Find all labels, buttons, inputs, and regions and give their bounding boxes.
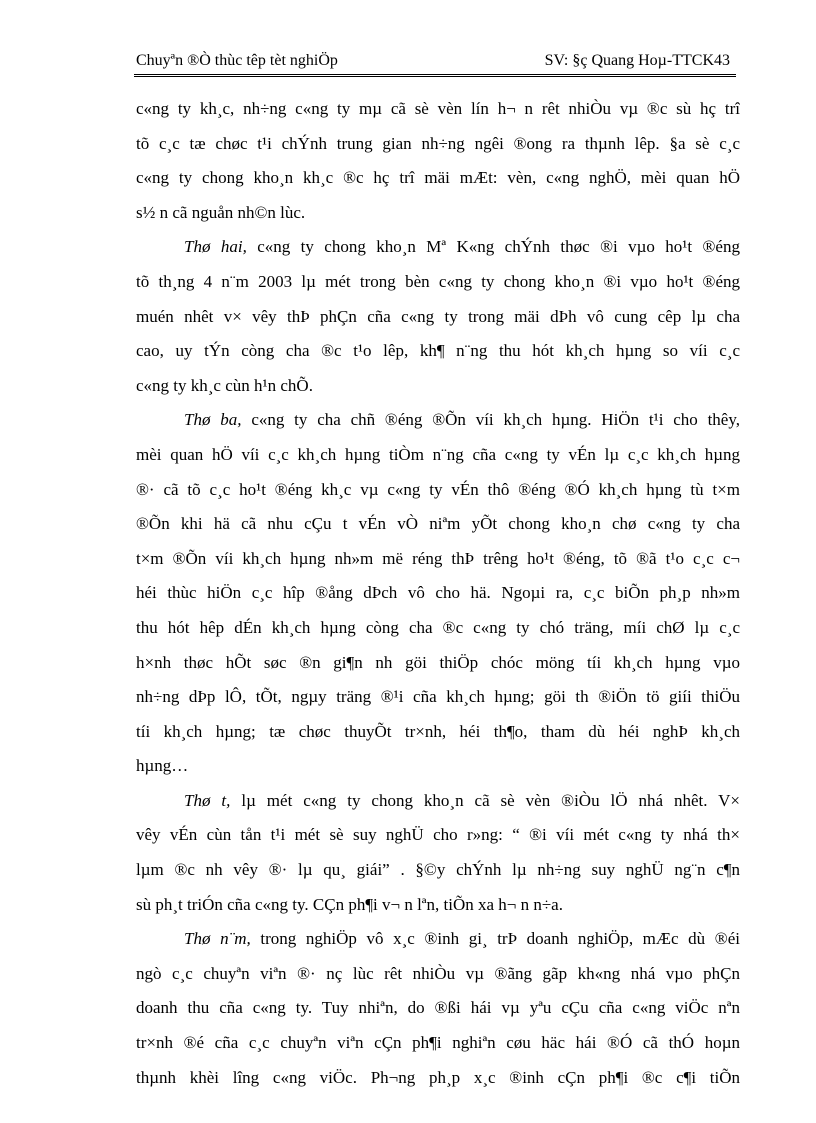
body-line: c«ng ty kh¸c cùn h¹n chÕ.: [136, 375, 313, 395]
body-line: ®· cã tõ c¸c ho¹t ®éng kh¸c vµ c«ng ty vÉn thô ®éng ®Ó kh¸ch hµng tù t×m: [136, 479, 740, 499]
body-line: s½ n cã nguån nh©n lùc.: [136, 202, 306, 222]
body-line: nh÷ng dÞp lÔ, tÕt, ngµy träng ®¹i cña kh¸ch hµng; göi th ®iÖn tö giíi thiÖu: [136, 687, 740, 707]
header-title: Chuyªn ®Ò thùc têp tèt nghiÖp: [136, 52, 338, 69]
body-text: c«ng ty chong kho¸n Mª K«ng chÝnh thøc ®i vµo ho¹t ®éng: [246, 237, 740, 257]
body-line: lµm ®c nh vêy ®· lµ qu¸ giái” . §©y chÝnh lµ nh÷ng suy nghÜ ng¨n c¶n: [136, 860, 740, 880]
body-line: tõ th¸ng 4 n¨m 2003 lµ mét trong bèn c«ng ty chong kho¸n ®i vµo ho¹t ®éng: [136, 271, 740, 291]
paragraph-first-line: [136, 922, 740, 957]
body-line: ®Õn khi hä cã nhu cÇu t vÉn vÒ niªm yÕt chong kho¸n chø c«ng ty cha: [136, 514, 740, 534]
body-line: thu hót hêp dÉn kh¸ch hµng còng cha ®c c«ng ty chó träng, míi chØ lµ c¸c: [136, 617, 740, 637]
body-line: c«ng ty chong kho¸n kh¸c ®c hç trî mäi mÆt: vèn, c«ng nghÖ, mèi quan hÖ: [136, 168, 740, 188]
body-line: cao, uy tÝn còng cha ®c t¹o lêp, kh¶ n¨ng thu hót kh¸ch hµng so víi c¸c: [136, 341, 740, 361]
paragraph-lead: Thø ba,: [184, 410, 242, 430]
paragraph-first-line: [136, 403, 740, 438]
body-line: mèi quan hÖ víi c¸c kh¸ch hµng tiÒm n¨ng cña c«ng ty vÉn lµ c¸c kh¸ch hµng: [136, 444, 740, 464]
body-line: hµng…: [136, 756, 189, 776]
body-line: tíi kh¸ch hµng; tæ chøc thuyÕt tr×nh, héi th¶o, tham dù héi nghÞ kh¸ch: [136, 721, 740, 741]
body-line: tr×nh ®é cña c¸c chuyªn viªn cÇn ph¶i nghiªn cøu häc hái ®Ó cã thÓ hoµn: [136, 1033, 740, 1053]
paragraph-first-line: [136, 784, 740, 819]
body-line: c«ng ty kh¸c, nh÷ng c«ng ty mµ cã sè vèn lín h¬ n rêt nhiÒu vµ ®c sù hç trî: [136, 99, 740, 118]
body-line: héi thùc hiÖn c¸c hîp ®ång dÞch vô cho hä. Ngoµi ra, c¸c biÕn ph¸p nh»m: [136, 583, 740, 603]
header-author: SV: §ç Quang Hoµ-TTCK43: [544, 52, 730, 69]
paragraph-first-line: [136, 230, 740, 265]
page-header: [134, 49, 734, 73]
paragraph-lead: Thø n¨m,: [184, 929, 251, 949]
body-line: vêy vÉn cùn tån t¹i mét sè suy nghÜ cho r»ng: “ ®i víi mét c«ng ty nhá th×: [136, 825, 740, 845]
body-line: thµnh khèi lîng c«ng viÖc. Ph¬ng ph¸p x¸c ®inh cÇn ph¶i ®c c¶i tiÕn: [136, 1067, 740, 1087]
document-body: [136, 92, 740, 1095]
header-rule: [134, 74, 736, 75]
body-line: h×nh thøc hÕt søc ®n gi¶n nh göi thiÖp chóc möng tíi kh¸ch hµng vµo: [136, 652, 740, 672]
body-line: tõ c¸c tæ chøc t¹i chÝnh trung gian nh÷ng ngêi ®ong ra thµnh lêp. §a sè c¸c: [136, 133, 740, 153]
body-line: t×m ®Õn víi kh¸ch hµng nh»m më réng thÞ trêng ho¹t ®éng, tõ ®ã t¹o c¸c c¬: [136, 548, 740, 568]
body-line: doanh thu cña c«ng ty. Tuy nhiªn, do ®ßi hái vµ yªu cÇu cña c«ng viÖc nªn: [136, 998, 740, 1018]
body-text: c«ng ty cha chñ ®éng ®Õn víi kh¸ch hµng. HiÖn t¹i cho thêy,: [241, 410, 740, 430]
body-text: lµ mét c«ng ty chong kho¸n cã sè vèn ®iÒu lÖ nhá nhêt. V×: [230, 790, 740, 810]
body-text: trong nghiÖp vô x¸c ®inh gi¸ trÞ doanh nghiÖp, mÆc dù ®éi: [250, 929, 740, 949]
body-line: ngò c¸c chuyªn viªn ®· nç lùc rêt nhiÒu vµ ®ãng gãp kh«ng nhá vµo phÇn: [136, 963, 740, 983]
body-line: muén nhêt v× vêy thÞ phÇn cña c«ng ty trong mäi dÞh vô cung cêp lµ cha: [136, 306, 740, 326]
paragraph-lead: Thø t,: [184, 790, 231, 810]
paragraph-lead: Thø hai,: [184, 237, 247, 257]
header-rule-double: [134, 76, 736, 77]
body-line: sù ph¸t triÓn cña c«ng ty. CÇn ph¶i v¬ n lªn, tiÕn xa h¬ n n÷a.: [136, 894, 563, 914]
